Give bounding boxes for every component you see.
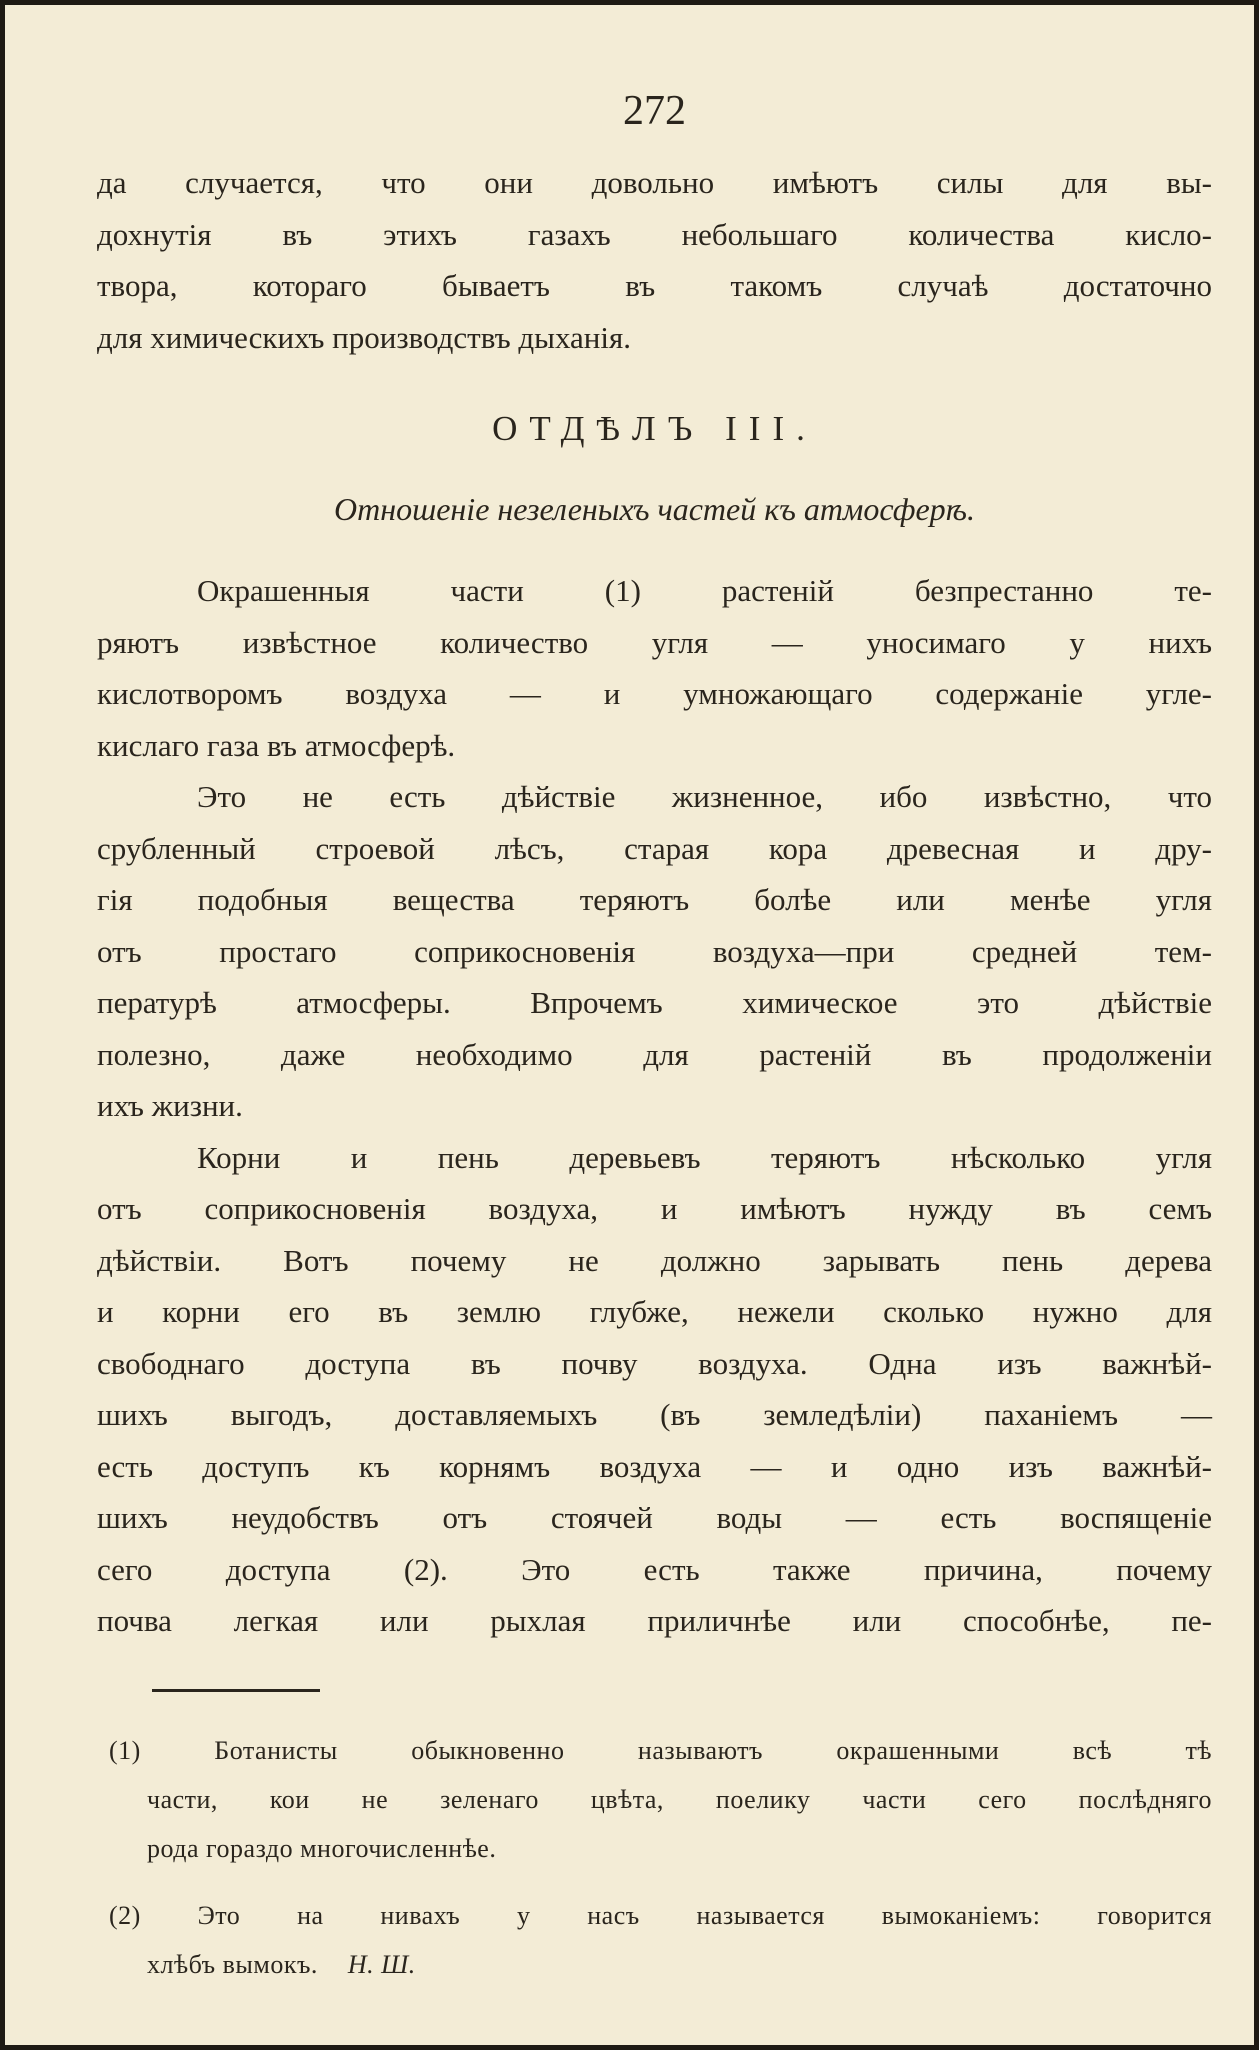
text-line: ряютъ извѣстное количество угля — уносимаго у нихъ <box>97 624 1212 660</box>
footnote-line: (2) Это на нивахъ у насъ называется вымоканіемъ: говорится <box>109 1900 1212 1930</box>
text-line: отъ простаго соприкосновенія воздуха—при средней тем- <box>97 933 1212 969</box>
footnote-separator <box>152 1689 320 1692</box>
footnote-line: (1) Ботанисты обыкновенно называютъ окрашенными всѣ тѣ <box>109 1735 1212 1765</box>
text-line: полезно, даже необходимо для растеній въ продолженіи <box>97 1036 1212 1072</box>
text-line: и корни его въ землю глубже, нежели сколько нужно для <box>97 1294 1212 1329</box>
paragraph <box>97 771 1212 1132</box>
spacer <box>97 1873 1212 1891</box>
text-line: дохнутія въ этихъ газахъ небольшаго количества кисло- <box>97 216 1212 252</box>
text-line: кислотворомъ воздуха — и умножающаго содержаніе угле- <box>97 676 1212 711</box>
text-line: есть доступъ къ корнямъ воздуха — и одно изъ важнѣй- <box>97 1448 1212 1484</box>
footnote <box>97 1891 1212 1989</box>
paragraph <box>97 565 1212 771</box>
text-line: Окрашенныя части (1) растеній безпрестанно те- <box>197 573 1212 608</box>
section-title: ОТДѢЛЪ III. <box>492 409 817 448</box>
text-line: твора, котораго бываетъ въ такомъ случаѣ достаточно <box>97 268 1212 303</box>
paragraph <box>97 1132 1212 1647</box>
text-line: пературѣ атмосферы. Впрочемъ химическое это дѣйствіе <box>97 985 1212 1020</box>
text-line: сего доступа (2). Это есть также причина, почему <box>97 1551 1212 1587</box>
text-line: гія подобныя вещества теряютъ болѣе или менѣе угля <box>97 882 1212 917</box>
text-line: для химическихъ производствъ дыханія. <box>97 319 632 355</box>
footnote-line: рода гораздо многочисленнѣе. <box>147 1833 497 1863</box>
page-number: 272 <box>623 88 686 134</box>
text-line: шихъ выгодъ, доставляемыхъ (въ земледѣліи) паханіемъ — <box>97 1397 1212 1432</box>
text-line: шихъ неудобствъ отъ стоячей воды — есть воспященіе <box>97 1500 1212 1535</box>
text-line: срубленный строевой лѣсъ, старая кора древесная и дру- <box>97 830 1212 866</box>
text-line: почва легкая или рыхлая приличнѣе или способнѣе, пе- <box>97 1603 1212 1638</box>
text-line: отъ соприкосновенія воздуха, и имѣютъ нужду въ семъ <box>97 1191 1212 1226</box>
footnote-signature: Н. Ш. <box>347 1949 416 1979</box>
footnote-text: хлѣбъ вымокъ. <box>147 1949 318 1979</box>
section-subtitle: Отношеніе незеленыхъ частей къ атмосферѣ. <box>333 491 976 527</box>
footnote <box>97 1726 1212 1873</box>
text-line: свободнаго доступа въ почву воздуха. Одна изъ важнѣй- <box>97 1345 1212 1381</box>
text-line: да случается, что они довольно имѣютъ силы для вы- <box>97 165 1212 200</box>
text-line: Это не есть дѣйствіе жизненное, ибо извѣстно, что <box>197 779 1212 814</box>
text-line: кислаго газа въ атмосферѣ. <box>97 727 456 763</box>
text-line: Корни и пень деревьевъ теряютъ нѣсколько угля <box>197 1139 1212 1175</box>
footnote-line <box>97 1940 1212 1989</box>
intro-paragraph <box>97 157 1212 363</box>
footnote-line: части, кои не зеленаго цвѣта, поелику части сего послѣдняго <box>147 1784 1212 1814</box>
text-line: дѣйствіи. Вотъ почему не должно зарывать пень дерева <box>97 1242 1212 1278</box>
page-content <box>97 83 1212 1989</box>
text-line: ихъ жизни. <box>97 1088 243 1123</box>
